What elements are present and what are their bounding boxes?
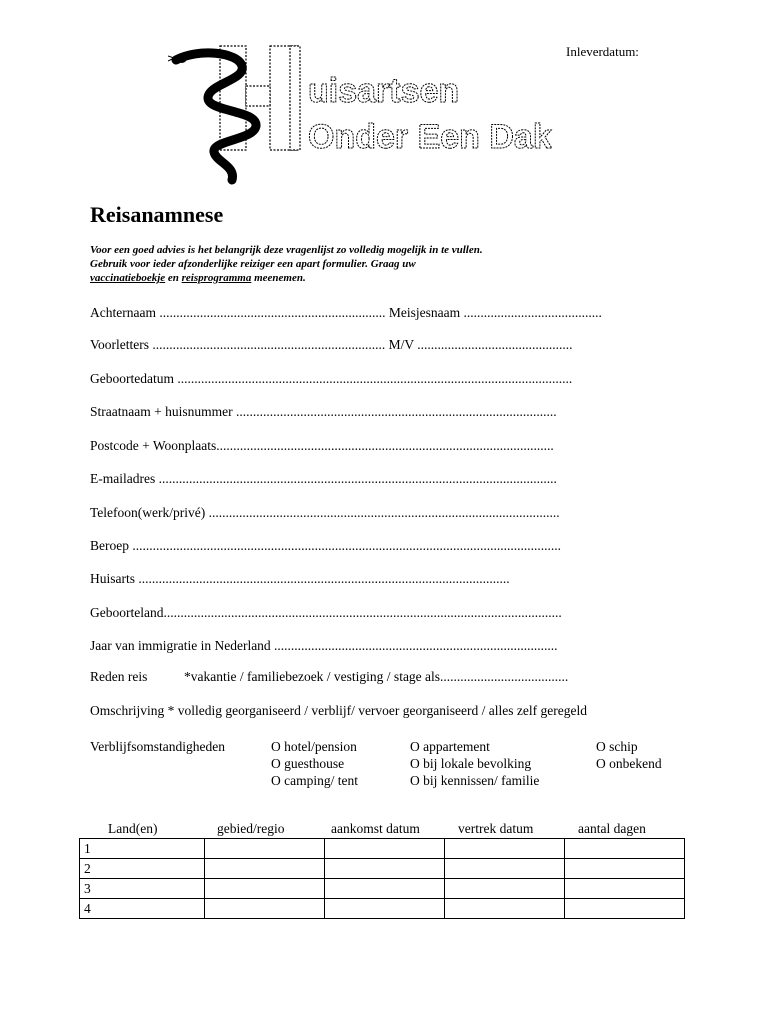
col-header-landen: Land(en) <box>108 821 158 836</box>
intro-end: meenemen. <box>251 272 306 284</box>
table-cell[interactable] <box>325 859 445 879</box>
field-geboorteland[interactable]: Geboorteland...................................................................................................................... <box>90 605 562 620</box>
row-number: 4 <box>80 899 205 919</box>
intro-text <box>90 243 590 285</box>
table-cell[interactable] <box>565 879 685 899</box>
field-email[interactable]: E-mailadres ...................................................................................................................... <box>90 471 557 486</box>
row-number: 1 <box>80 839 205 859</box>
field-geboortedatum[interactable]: Geboortedatum ..................................................................................................................... <box>90 371 573 386</box>
table-row <box>80 839 685 859</box>
col-header-aankomst: aankomst datum <box>331 821 420 836</box>
intro-line3 <box>90 271 590 285</box>
snake-logo-icon <box>168 40 568 190</box>
table-cell[interactable] <box>205 899 325 919</box>
table-cell[interactable] <box>445 859 565 879</box>
table-cell[interactable] <box>565 899 685 919</box>
field-reden-options[interactable]: *vakantie / familiebezoek / vestiging / stage als...................................... <box>184 669 569 684</box>
table-cell[interactable] <box>205 879 325 899</box>
option-camping[interactable]: O camping/ tent <box>271 773 358 788</box>
row-number: 3 <box>80 879 205 899</box>
table-cell[interactable] <box>205 859 325 879</box>
intro-line2: Gebruik voor ieder afzonderlijke reiziger een apart formulier. Graag uw <box>90 258 416 270</box>
row-number: 2 <box>80 859 205 879</box>
table-cell[interactable] <box>565 839 685 859</box>
field-reden-label: Reden reis <box>90 669 148 684</box>
table-cell[interactable] <box>325 839 445 859</box>
field-immigratie[interactable]: Jaar van immigratie in Nederland .................................................................................... <box>90 638 558 653</box>
field-straatnaam[interactable]: Straatnaam + huisnummer ............................................................................................... <box>90 404 557 419</box>
option-appartement[interactable]: O appartement <box>410 739 490 754</box>
intro-mid: en <box>165 272 182 284</box>
option-schip[interactable]: O schip <box>596 739 638 754</box>
option-kennissen[interactable]: O bij kennissen/ familie <box>410 773 540 788</box>
field-achternaam[interactable]: Achternaam ................................................................... Meisjesnaam ......................................... <box>90 305 602 320</box>
logo <box>168 40 568 195</box>
table-cell[interactable] <box>325 899 445 919</box>
page-title: Reisanamnese <box>90 202 224 227</box>
logo-text-line1: uisartsen <box>308 72 460 110</box>
table-cell[interactable] <box>445 879 565 899</box>
field-postcode[interactable]: Postcode + Woonplaats.................................................................................................... <box>90 438 554 453</box>
table-cell[interactable] <box>445 839 565 859</box>
logo-text-line2: Onder Een Dak <box>308 118 552 156</box>
col-header-vertrek: vertrek datum <box>458 821 534 836</box>
travel-table <box>79 838 685 919</box>
option-lokale-bevolking[interactable]: O bij lokale bevolking <box>410 756 532 771</box>
field-voorletters[interactable]: Voorletters ..................................................................... M/V .............................................. <box>90 337 573 352</box>
option-hotel[interactable]: O hotel/pension <box>271 739 357 754</box>
link-vaccinatieboekje: vaccinatieboekje <box>90 272 166 284</box>
field-huisarts[interactable]: Huisarts .............................................................................................................. <box>90 571 510 586</box>
col-header-dagen: aantal dagen <box>578 821 646 836</box>
table-cell[interactable] <box>445 899 565 919</box>
table-cell[interactable] <box>205 839 325 859</box>
table-row <box>80 879 685 899</box>
col-header-gebied: gebied/regio <box>217 821 285 836</box>
inleverdatum-label: Inleverdatum: <box>566 44 639 59</box>
table-row <box>80 859 685 879</box>
link-reisprogramma: reisprogramma <box>181 272 252 284</box>
intro-line1: Voor een goed advies is het belangrijk deze vragenlijst zo volledig mogelijk in te vullen. <box>90 244 483 256</box>
field-beroep[interactable]: Beroep ............................................................................................................................... <box>90 538 561 553</box>
field-omschrijving[interactable]: Omschrijving * volledig georganiseerd / verblijf/ vervoer georganiseerd / alles zelf geregeld <box>90 703 587 718</box>
option-guesthouse[interactable]: O guesthouse <box>271 756 345 771</box>
table-row <box>80 899 685 919</box>
verblijf-label: Verblijfsomstandigheden <box>90 739 225 754</box>
table-cell[interactable] <box>565 859 685 879</box>
field-telefoon[interactable]: Telefoon(werk/privé) ........................................................................................................ <box>90 505 560 520</box>
option-onbekend[interactable]: O onbekend <box>596 756 662 771</box>
table-cell[interactable] <box>325 879 445 899</box>
